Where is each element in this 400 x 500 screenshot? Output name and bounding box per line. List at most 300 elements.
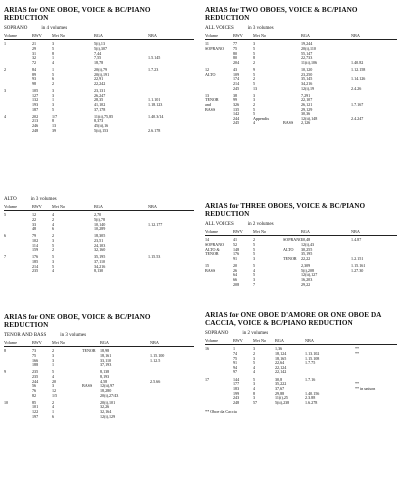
table-row — [205, 283, 397, 288]
table-cell: 14 — [205, 237, 210, 243]
table-cell: 74 — [233, 350, 238, 356]
table-cell: SOPRANO — [205, 45, 225, 51]
table-cell: 29,129 — [301, 106, 313, 112]
table-cell: 29 — [32, 45, 37, 51]
table-cell — [205, 370, 233, 375]
column-header: BWV — [32, 32, 42, 38]
table-cell: 1/5 — [52, 392, 58, 398]
table-body — [4, 349, 194, 419]
table-cell — [150, 363, 180, 368]
table-cell: BASS — [205, 106, 216, 112]
table-cell: 7 — [4, 254, 7, 260]
table-cell: 148 — [233, 246, 240, 252]
volume-group — [205, 42, 397, 65]
table-cell: 1 — [52, 362, 55, 368]
table-cell: 235 — [32, 373, 39, 379]
table-cell — [205, 121, 233, 126]
table-cell — [148, 269, 184, 274]
table-cell: 80 — [233, 55, 238, 61]
table-cell: 2.6.178 — [148, 127, 161, 133]
column-header: Volume — [205, 228, 218, 234]
table-cell: 8,138 — [100, 369, 110, 375]
table-cell: 5(i),13 — [94, 41, 106, 47]
volume-group — [4, 89, 194, 112]
table-cell: 12(ii),148 — [301, 115, 318, 121]
table-cell: 10 — [4, 399, 9, 405]
table-cell: 244 — [233, 115, 240, 121]
table-cell: 2 — [52, 233, 55, 239]
table-cell: BASS — [82, 383, 93, 389]
table-cell: 34,216 — [301, 80, 313, 86]
table-cell — [4, 415, 32, 420]
table-cell: 109 — [233, 71, 240, 77]
table-cell: 208 — [233, 281, 240, 287]
table-row — [4, 61, 194, 66]
table-cell — [305, 370, 355, 375]
table-row — [4, 269, 194, 274]
table-cell: 1 — [4, 41, 7, 47]
table-header — [205, 338, 397, 345]
table-cell: TENOR — [82, 348, 96, 354]
table-cell: 187 — [32, 106, 39, 112]
volume-group — [4, 234, 194, 253]
table-cell: 8 — [4, 348, 7, 354]
column-header: NBA — [148, 204, 157, 209]
table-cell — [205, 257, 233, 262]
column-header: BGA — [301, 228, 310, 234]
table-cell: 3 — [52, 101, 55, 107]
table-cell: 185 — [32, 259, 39, 265]
table-cell: 22 — [32, 217, 37, 223]
table-cell — [82, 415, 100, 420]
table-cell: 4 — [52, 373, 55, 379]
table-cell: 43 — [233, 66, 238, 72]
table-cell: 97 — [233, 369, 238, 375]
table-cell — [283, 87, 301, 92]
column-header: BWV — [233, 337, 243, 343]
table-cell: 144 — [233, 376, 240, 382]
table-cell: 37,67 — [275, 385, 285, 391]
table-cell — [355, 370, 385, 375]
table-cell: 28,35 — [94, 97, 104, 103]
table-cell: 5 — [253, 246, 256, 252]
table-cell: 101 — [32, 404, 39, 410]
table-cell: 13 — [52, 122, 57, 128]
table-cell: ALTO — [283, 246, 294, 252]
table-row — [205, 121, 397, 126]
table-cell: 8 — [52, 50, 55, 56]
table-cell: 22,22 — [301, 255, 311, 261]
table-cell: 199 — [233, 390, 240, 396]
table-cell: 2 — [253, 76, 256, 82]
table-cell: 1,36 — [275, 346, 283, 352]
table-cell: 3 — [253, 41, 256, 47]
table-cell: 32,160 — [94, 247, 106, 253]
table-cell: 18,161 — [100, 352, 112, 358]
table-cell: 84 — [32, 66, 37, 72]
table-cell: 77 — [233, 41, 238, 47]
table-cell: 5(i),307 — [94, 45, 108, 51]
voice-subtitle: SOPRANO in 4 volumes — [4, 25, 68, 31]
column-header: Volume — [4, 339, 17, 345]
table-cell: 22,142 — [275, 369, 287, 375]
section-oboe-damore-da-caccia — [205, 311, 397, 415]
table-cell: 5 — [253, 50, 256, 56]
table-cell: 7,291 — [301, 92, 311, 98]
table-cell: 91 — [233, 360, 238, 366]
table-cell: 52 — [233, 241, 238, 247]
table-cell: 76 — [32, 387, 37, 393]
table-cell: 5 — [52, 45, 55, 51]
column-header: BGA — [301, 32, 310, 38]
table-cell: 1.2.151 — [351, 255, 364, 261]
table-cell: 2.4.26 — [351, 85, 362, 91]
table-cell: 23,131 — [94, 87, 106, 93]
table-cell: 5 — [253, 376, 256, 382]
column-header: NBA — [351, 32, 360, 38]
table-cell: 89 — [32, 71, 37, 77]
table-header — [4, 204, 194, 211]
table-cell: 214 — [233, 80, 240, 86]
table-cell: 4 — [52, 212, 55, 218]
table-cell: 5 — [253, 241, 256, 247]
table-cell: 176 — [233, 251, 240, 257]
volume-group — [4, 401, 194, 420]
table-cell — [148, 108, 184, 113]
table-row — [4, 415, 194, 420]
table-cell: 12(ii),97 — [100, 383, 115, 389]
table-cell: 15 — [205, 262, 210, 268]
table-cell: 56 — [32, 383, 37, 389]
table-header — [205, 229, 397, 236]
table-cell: 3 — [253, 355, 256, 361]
column-header: Mvt No — [253, 337, 267, 343]
table-cell: 16 — [205, 346, 210, 352]
table-cell: TENOR — [283, 255, 297, 261]
column-header: NBA — [148, 32, 157, 38]
table-cell: 82 — [32, 392, 37, 398]
table-cell: 23,51 — [94, 238, 104, 244]
table-cell: 93 — [32, 76, 37, 82]
table-cell: 8,193 — [100, 373, 110, 379]
table-cell: 38 — [233, 92, 238, 98]
table-cell: 18,165 — [275, 355, 287, 361]
table-cell: 5 — [52, 254, 55, 260]
table-cell — [150, 415, 180, 420]
table-cell: 5 — [4, 212, 7, 218]
voice-subtitle: ALL VOICES in 2 volumes — [205, 221, 274, 227]
column-header: Volume — [4, 204, 17, 209]
table-cell — [283, 283, 301, 288]
table-cell — [355, 401, 385, 406]
column-header: BWV — [32, 339, 42, 345]
footnote: ** Oboe da Caccia — [205, 409, 237, 415]
table-cell: 193 — [32, 101, 39, 107]
table-cell: 3 — [253, 276, 256, 282]
table-cell — [150, 394, 180, 399]
column-header: Mvt No — [52, 339, 66, 345]
table-cell: 29,88 — [275, 390, 285, 396]
table-cell: 243 — [233, 395, 240, 401]
table-cell: 245 — [233, 120, 240, 126]
section-title: ARIAS for THREE OBOES, VOICE & BC/PIANO REDUCTION — [205, 202, 366, 219]
table-cell: 12 — [52, 387, 57, 393]
table-cell: 20(i),79 — [94, 66, 108, 72]
volume-group — [205, 347, 397, 375]
table-cell: 1.27.30 — [351, 267, 364, 273]
table-cell: 35,145 — [301, 76, 313, 82]
table-cell: 102 — [32, 238, 39, 244]
table-cell: BASS — [283, 120, 294, 126]
table-cell: 142 — [233, 111, 240, 117]
table-cell: 66 — [233, 276, 238, 282]
table-cell: 2 — [52, 217, 55, 223]
column-header: NBA — [305, 337, 314, 343]
table-cell: 26,121 — [301, 101, 313, 107]
section-one-oboe-soprano — [4, 6, 194, 133]
table-cell: 4 — [253, 120, 256, 126]
table-cell: 22,107 — [301, 97, 313, 103]
table-cell: 3 — [253, 346, 256, 352]
table-cell: 5 — [253, 262, 256, 268]
table-cell: 33,110 — [100, 357, 112, 363]
table-cell: 11(ii),75,85 — [94, 113, 114, 119]
table-cell: 135 — [233, 106, 240, 112]
table-cell — [205, 61, 233, 66]
column-header: NBA — [351, 228, 360, 234]
table-cell: 11 — [205, 41, 209, 47]
table-cell: 7,44 — [94, 50, 102, 56]
table-row — [205, 401, 397, 406]
table-cell: 159 — [32, 247, 39, 253]
table-cell: 8,373 — [94, 118, 104, 124]
table-cell: 4 — [52, 59, 55, 65]
table-cell: 5 — [253, 360, 256, 366]
table-cell: 2 — [253, 237, 256, 243]
table-cell: 132 — [32, 97, 39, 103]
table-cell: 20 — [233, 262, 238, 268]
table-cell: 41 — [233, 237, 238, 243]
table-cell: 1.7.16 — [305, 376, 316, 382]
table-cell: BASS — [205, 267, 216, 273]
section-one-oboe-tenor-bass — [4, 313, 194, 419]
table-cell: 122 — [32, 408, 39, 414]
table-cell: 3 — [4, 87, 7, 93]
table-row — [4, 363, 194, 368]
table-cell: 4 — [4, 113, 7, 119]
table-row — [4, 108, 194, 113]
table-body — [205, 347, 397, 405]
table-cell: 1.12.5 — [150, 357, 161, 363]
table-cell: 24,103 — [94, 242, 106, 248]
table-cell: 1.1.101 — [148, 97, 161, 103]
table-cell — [283, 61, 301, 66]
table-cell: 1.18.123 — [148, 101, 163, 107]
table-cell: 1.6.278 — [305, 399, 318, 405]
column-header: Mvt No — [52, 204, 66, 209]
table-header — [205, 33, 397, 40]
voice-subtitle: TENOR AND BASS in 3 volumes — [4, 332, 87, 338]
table-cell: 1.12.158 — [351, 66, 366, 72]
table-cell: ** — [355, 346, 360, 352]
volume-group — [205, 264, 397, 287]
table-cell: 235 — [32, 268, 39, 274]
table-cell: 2 — [52, 247, 55, 253]
table-cell: 5 — [253, 272, 256, 278]
table-cell: 6 — [52, 76, 55, 82]
table-cell: 3 — [52, 259, 55, 265]
table-cell: 3 — [253, 97, 256, 103]
table-cell: 12 — [205, 66, 210, 72]
table-cell: 2 — [253, 59, 256, 65]
table-cell: 37,178 — [94, 106, 106, 112]
table-cell: 3 — [52, 87, 55, 93]
table-row — [4, 129, 194, 134]
table-cell: 8 — [52, 118, 55, 124]
column-header: BWV — [32, 204, 42, 209]
table-cell — [4, 248, 32, 253]
table-cell — [148, 248, 184, 253]
table-cell: 1 — [52, 66, 55, 72]
table-cell: 20 — [52, 378, 57, 384]
table-cell: 245 — [233, 85, 240, 91]
table-cell: 33 — [32, 221, 37, 227]
table-cell: 13 — [253, 85, 258, 91]
table-row — [205, 61, 397, 66]
table-cell: 3 — [52, 238, 55, 244]
table-cell — [4, 61, 32, 66]
table-cell: 98 — [32, 80, 37, 86]
table-cell: 5(ii),153 — [94, 127, 109, 133]
table-cell: 9 — [4, 369, 7, 375]
table-cell: ALTO & — [205, 246, 220, 252]
volume-group — [4, 115, 194, 134]
table-cell: 4,58 — [100, 378, 108, 384]
table-cell: 20(i),27/43 — [100, 392, 119, 398]
table-cell: 12(i),43 — [301, 241, 315, 247]
table-cell: 4 — [52, 221, 55, 227]
table-cell: 41,102 — [94, 101, 106, 107]
table-cell: 1.4.87 — [351, 237, 362, 243]
table-cell: 2 — [253, 350, 256, 356]
table-cell: 2,70 — [94, 212, 102, 218]
table-cell: 26 — [233, 267, 238, 273]
table-cell: and — [205, 101, 211, 107]
table-cell: 22,242 — [94, 80, 106, 86]
volume-group — [205, 68, 397, 91]
table-cell: 64 — [233, 272, 238, 278]
table-cell: 19,244 — [301, 41, 313, 47]
table-cell — [205, 283, 233, 288]
table-cell: 8 — [253, 390, 256, 396]
table-cell: 34,216 — [94, 263, 106, 269]
table-cell: 22,124 — [275, 364, 287, 370]
table-cell: 99 — [233, 97, 238, 103]
table-row — [4, 394, 194, 399]
table-cell: 5 — [52, 263, 55, 269]
table-cell: 188 — [32, 362, 39, 368]
table-cell: 176 — [32, 254, 39, 260]
table-cell: 1.40.156 — [305, 390, 320, 396]
table-cell — [4, 363, 32, 368]
table-cell: 7,55 — [94, 55, 102, 61]
table-cell: 79 — [32, 233, 37, 239]
table-cell: 75 — [32, 352, 37, 358]
table-cell — [148, 227, 184, 232]
table-cell: 32,26 — [100, 404, 110, 410]
table-cell: 214 — [32, 263, 39, 269]
table-cell: 18,98 — [100, 348, 110, 354]
column-header — [355, 338, 385, 344]
table-cell: 244 — [32, 378, 39, 384]
table-cell: 5(ii),238 — [275, 399, 290, 405]
table-row — [205, 87, 397, 92]
table-cell: 10,48 — [301, 237, 311, 243]
table-cell: TENOR — [205, 251, 219, 257]
table-cell: 2 — [52, 348, 55, 354]
table-cell: 3 — [52, 357, 55, 363]
table-cell: 22,91 — [94, 76, 104, 82]
column-header: BWV — [233, 228, 243, 234]
column-header — [283, 229, 301, 235]
section-title: ARIAS for ONE OBOE D'AMORE OR ONE OBOE DA CACCIA, VOICE & BC/PIANO REDUCTION — [205, 311, 382, 328]
table-row — [4, 248, 194, 253]
table-cell: 2,126 — [301, 120, 311, 126]
table-cell: 31 — [32, 50, 37, 56]
table-cell: 16,203 — [301, 276, 313, 282]
table-cell — [148, 61, 184, 66]
column-header: Mvt No — [253, 32, 267, 38]
table-cell: 7 — [253, 281, 256, 287]
column-header — [283, 33, 301, 39]
table-cell: 12 — [32, 212, 37, 218]
table-cell: 10,289 — [94, 226, 106, 232]
table-cell: 26,247 — [94, 92, 106, 98]
table-cell: ** — [355, 350, 360, 356]
column-header: BWV — [233, 32, 243, 38]
table-cell: 55,147 — [301, 50, 313, 56]
table-cell: 3 — [52, 352, 55, 358]
table-cell — [4, 227, 32, 232]
table-cell: 326 — [233, 101, 240, 107]
table-cell — [4, 129, 32, 134]
table-cell — [82, 394, 100, 399]
table-cell: 32,164 — [100, 408, 112, 414]
table-cell: 35,222 — [275, 381, 287, 387]
table-cell: 177 — [233, 381, 240, 387]
table-cell: 1.40.82 — [351, 59, 364, 65]
table-cell: 80 — [233, 50, 238, 56]
section-two-oboes — [205, 6, 397, 126]
table-cell — [351, 283, 381, 288]
table-cell: 4 — [253, 369, 256, 375]
table-cell: 30,36 — [301, 111, 311, 117]
voice-subtitle: ALL VOICES in 3 volumes — [205, 25, 274, 31]
table-cell: 1.40.3/14 — [148, 113, 164, 119]
table-cell: 20(i),101 — [100, 399, 116, 405]
volume-group — [205, 238, 397, 261]
table-cell: 17 — [205, 376, 210, 382]
table-cell: 166 — [32, 357, 39, 363]
table-cell: 37,193 — [100, 362, 112, 368]
voice-subtitle: ALTO in 3 volumes — [4, 197, 57, 202]
table-cell: ** in unison — [355, 385, 376, 391]
volume-group — [205, 378, 397, 406]
table-cell — [4, 394, 32, 399]
table-cell: 1.7.167 — [351, 101, 364, 107]
table-cell: 5 — [253, 251, 256, 257]
table-cell: 29,22 — [301, 281, 311, 287]
